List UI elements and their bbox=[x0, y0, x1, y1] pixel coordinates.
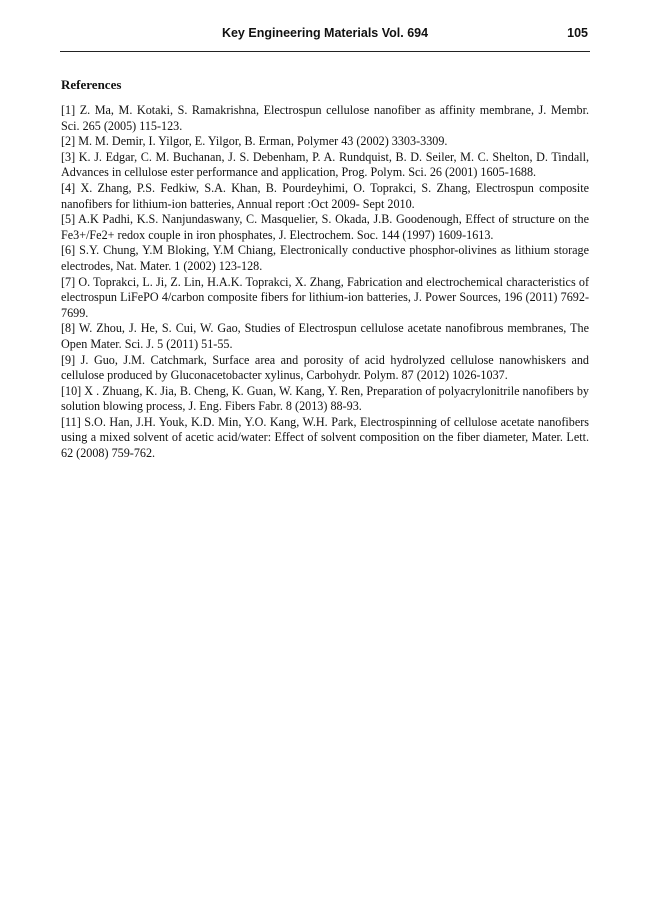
reference-item-3: [3] K. J. Edgar, C. M. Buchanan, J. S. Debenham, P. A. Rundquist, B. D. Seiler, M. C. Shelton, D. Tindall, Advances in cellulose ester performance and application, Prog. Polym. Sci. 26 (2001) 1605-1688. bbox=[61, 149, 589, 180]
reference-item-1: [1] Z. Ma, M. Kotaki, S. Ramakrishna, Electrospun cellulose nanofiber as affinity membrane, J. Membr. Sci. 265 (2005) 115-123. bbox=[61, 103, 589, 133]
header-rule bbox=[60, 51, 590, 52]
reference-item-4: [4] X. Zhang, P.S. Fedkiw, S.A. Khan, B. Pourdeyhimi, O. Toprakci, S. Zhang, Electrospun composite nanofibers for lithium-ion batteries, Annual report :Oct 2009- Sept 2010. bbox=[61, 180, 589, 211]
running-header bbox=[60, 24, 590, 42]
references-heading: References bbox=[61, 77, 122, 92]
reference-item-8: [8] W. Zhou, J. He, S. Cui, W. Gao, Studies of Electrospun cellulose acetate nanofibrous membranes, The Open Mater. Sci. J. 5 (2011) 51-55. bbox=[61, 321, 589, 351]
reference-item-9: [9] J. Guo, J.M. Catchmark, Surface area and porosity of acid hydrolyzed cellulose nanowhiskers and cellulose produced by Gluconacetobacter xylinus, Carbohydr. Polym. 87 (2012) 1026-1037. bbox=[61, 352, 589, 383]
reference-item-10: [10] X . Zhuang, K. Jia, B. Cheng, K. Guan, W. Kang, Y. Ren, Preparation of polyacrylonitrile nanofibers by solution blowing process, J. Eng. Fibers Fabr. 8 (2013) 88-93. bbox=[61, 383, 589, 414]
reference-list bbox=[61, 103, 589, 462]
reference-item-2: [2] M. M. Demir, I. Yilgor, E. Yilgor, B. Erman, Polymer 43 (2002) 3303-3309. bbox=[61, 134, 448, 149]
reference-item-7: [7] O. Toprakci, L. Ji, Z. Lin, H.A.K. Toprakci, X. Zhang, Fabrication and electrochemical characteristics of electrospun LiFePO 4/carbon composite fibers for lithium-ion batteries, J. Power Sources, 196 (2011) 7692-7699. bbox=[61, 274, 589, 320]
reference-item-6: [6] S.Y. Chung, Y.M Bloking, Y.M Chiang, Electronically conductive phosphor-olivines as lithium storage electrodes, Nat. Mater. 1 (2002) 123-128. bbox=[61, 243, 589, 273]
reference-item-11: [11] S.O. Han, J.H. Youk, K.D. Min, Y.O. Kang, W.H. Park, Electrospinning of cellulose acetate nanofibers using a mixed solvent of acetic acid/water: Effect of solvent composition on the fiber diameter, Mater. Lett. 62 (2008) 759-762. bbox=[61, 414, 589, 461]
journal-title: Key Engineering Materials Vol. 694 bbox=[221, 26, 429, 40]
page-number: 105 bbox=[567, 26, 588, 40]
reference-item-5: [5] A.K Padhi, K.S. Nanjundaswany, C. Masquelier, S. Okada, J.B. Goodenough, Effect of structure on the Fe3+/Fe2+ redox couple in iron phosphates, J. Electrochem. Soc. 144 (1997) 1609-1613. bbox=[61, 212, 589, 242]
